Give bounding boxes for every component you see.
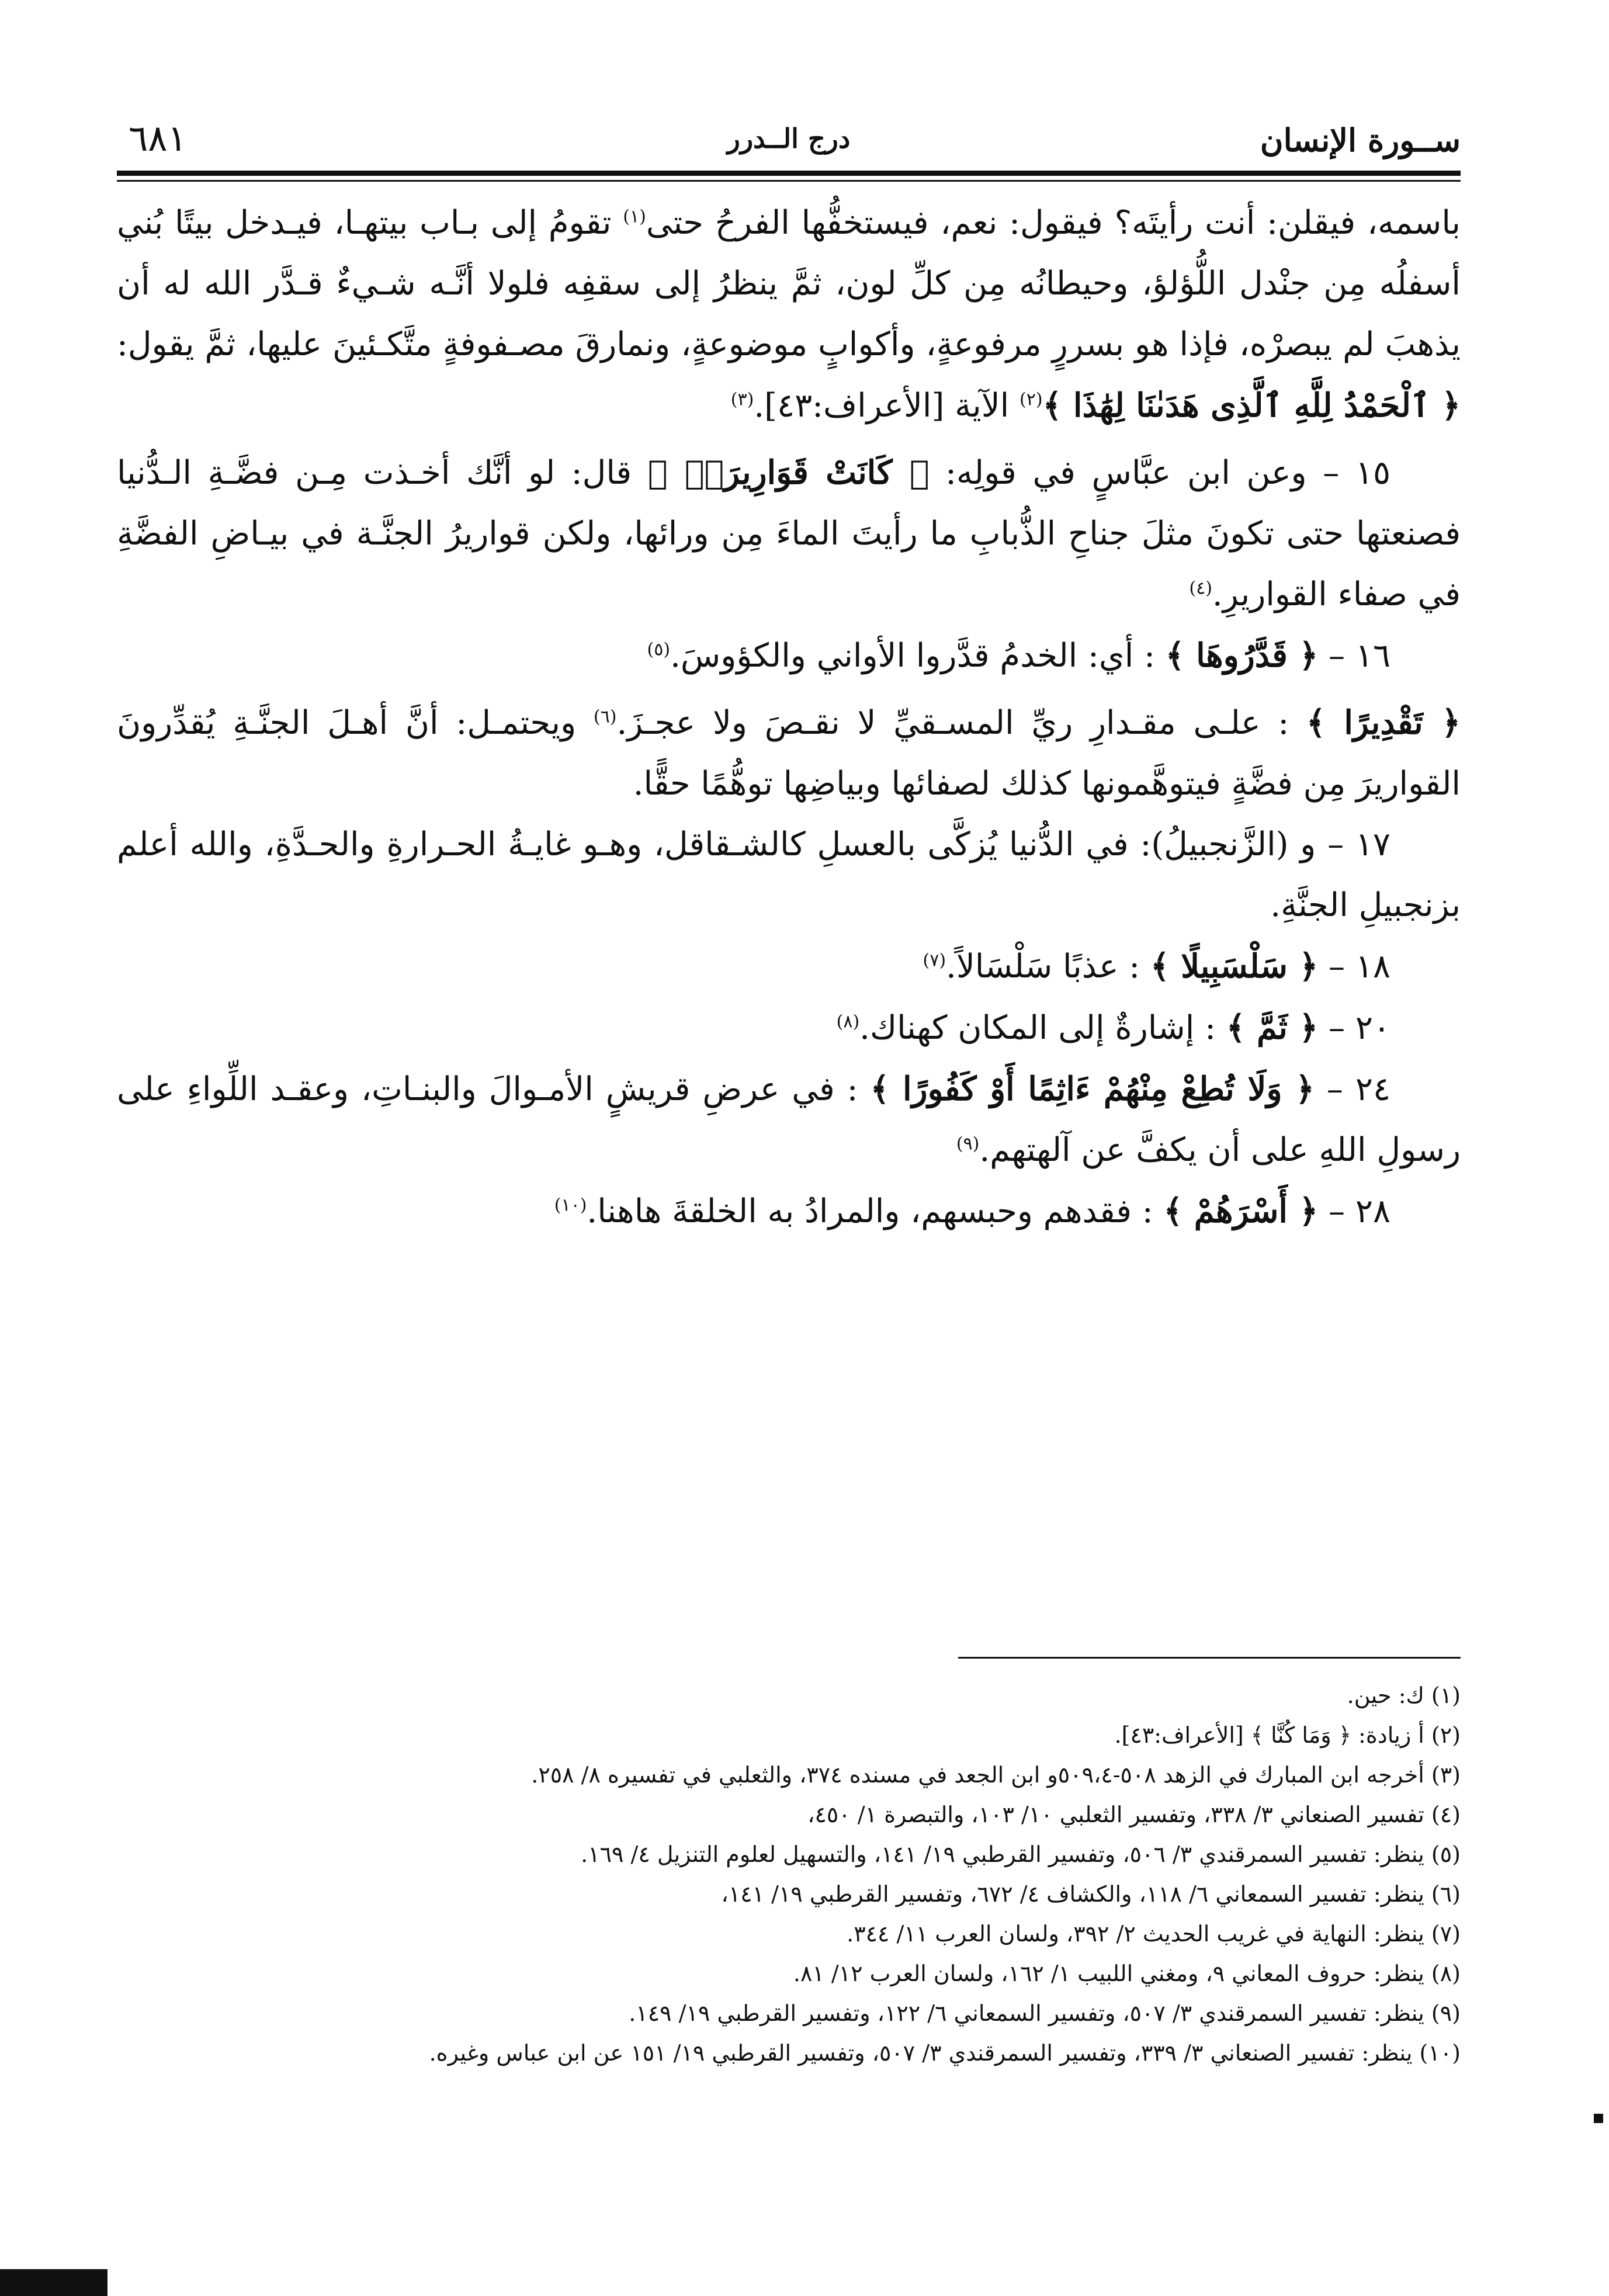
- footnote-5: (٥) ينظر: تفسير السمرقندي ٣/ ٥٠٦، وتفسير القرطبي ١٩/ ١٤١، والتسهيل لعلوم التنزيل ٤/ ١٦٩.: [581, 1841, 1461, 1867]
- text-run: ١٦ –: [1318, 637, 1390, 675]
- footnote-ref[interactable]: (٨): [836, 1011, 860, 1032]
- text-run: باسمه، فيقلن: أنت رأيتَه؟ فيقول: نعم، فيستخفُّها الفرحُ حتى: [646, 204, 1461, 242]
- text-run: : عذبًا سَلْسَالاً.: [946, 948, 1150, 986]
- running-header: [117, 117, 1461, 169]
- text-run: ويحتمـل: أنَّ أهـلَ الجنَّـةِ يُقدِّرونَ القواريرَ مِن فضَّةٍ فيتوهَّمونها كذلك لصفائها وبياضِها توهُّمًا حقًّا.: [117, 704, 1461, 803]
- scan-corner-block: [0, 2269, 108, 2296]
- quran-verse: ﴿ قَدَّرُوهَا ﴾: [1165, 636, 1319, 675]
- paragraph-taqdir: [117, 692, 1461, 814]
- footnote-3: (٣) أخرجه ابن المبارك في الزهد ٥٠٨-٥٠٩،٤و ابن الجعد في مسنده ٣٧٤، والثعلبي في تفسيره ٨/ ٢٥٨.: [531, 1762, 1461, 1788]
- text-run: ٢٨ –: [1318, 1192, 1390, 1230]
- footnote-ref[interactable]: (٥): [647, 639, 671, 660]
- quran-verse: ﴿ أَسْرَهُمْ ﴾: [1163, 1192, 1319, 1230]
- footnote-ref[interactable]: (١٠): [554, 1195, 587, 1216]
- footnote-2: (٢) أ زيادة: ﴿ وَمَا كُنَّا ﴾ [الأعراف:٤٣].: [1114, 1722, 1461, 1748]
- quran-verse: ﴿ ثَمَّ ﴾: [1226, 1008, 1319, 1047]
- paragraph-16: [117, 625, 1461, 686]
- footnote-10: (١٠) ينظر: تفسير الصنعاني ٣/ ٣٣٩، وتفسير السمرقندي ٣/ ٥٠٧، وتفسير القرطبي ١٩/ ١٥١ عن ابن عباس وغيره.: [429, 2040, 1461, 2066]
- footnotes: [117, 1676, 1461, 2073]
- quran-verse: ﴿ سَلْسَبِيلًا ﴾: [1150, 947, 1319, 986]
- footnote-8: (٨) ينظر: حروف المعاني ٩، ومغني اللبيب ١/ ١٦٢، ولسان العرب ١٢/ ٨١.: [793, 1961, 1461, 1986]
- paragraph-1: [117, 193, 1461, 436]
- footnote-separator: [958, 1657, 1461, 1659]
- footnote-4: (٤) تفسير الصنعاني ٣/ ٣٣٨، وتفسير الثعلبي ١٠/ ١٠٣، والتبصرة ١/ ٤٥٠،: [807, 1802, 1461, 1827]
- paragraph-20: [117, 997, 1461, 1059]
- footnote-7: (٧) ينظر: النهاية في غريب الحديث ٢/ ٣٩٢، ولسان العرب ١١/ ٣٤٤.: [847, 1921, 1461, 1947]
- text-run: تقومُ إلى بـاب بيتهـا، فيـدخل بيتًا بُني أسفلُه مِن جنْدل اللُّؤلؤ، وحيطانُه مِن كلِّ لون، ثمَّ ينظرُ إلى سقفِه فلولا أنَّـه شـيءٌ قـدَّر الله له أن يذهبَ لم يبصرْه، فإذا هو بسررٍ مرفوعةٍ، وأكوابٍ موضوعةٍ، ونمارقَ مصـفوفةٍ متَّكـئينَ عليها، ثمَّ يقول:: [117, 204, 1461, 363]
- page-number: ٦٨١: [129, 117, 187, 159]
- footnote-1: (١) ك: حين.: [1347, 1683, 1461, 1708]
- text-run: الآية [الأعراف:٤٣].: [754, 387, 1020, 425]
- footnote-6: (٦) ينظر: تفسير السمعاني ٦/ ١١٨، والكشاف ٤/ ٦٧٢، وتفسير القرطبي ١٩/ ١٤١،: [721, 1881, 1461, 1907]
- paragraph-24: [117, 1059, 1461, 1181]
- text-run: ٢٤ –: [1314, 1070, 1391, 1108]
- footnote-9: (٩) ينظر: تفسير السمرقندي ٣/ ٥٠٧، وتفسير السمعاني ٦/ ١٢٢، وتفسير القرطبي ١٩/ ١٤٩.: [629, 2000, 1461, 2026]
- header-rule-thin: [117, 180, 1461, 182]
- paragraph-18: [117, 936, 1461, 997]
- margin-mark: [1594, 2114, 1603, 2123]
- footnote-ref[interactable]: (٦): [593, 706, 617, 727]
- footnote-ref[interactable]: (٤): [1189, 578, 1212, 599]
- footnote-ref[interactable]: (٣): [730, 389, 754, 410]
- book-title: درج الــدرر: [727, 123, 851, 154]
- quran-verse: ﴿ ٱلْحَمْدُ لِلَّهِ ٱلَّذِى هَدَىٰنَا لِهَٰذَا ﴾: [1042, 386, 1461, 425]
- text-run: : إشارةٌ إلى المكان كهناك.: [859, 1009, 1226, 1047]
- surah-title: ســورة الإنسان: [1260, 122, 1461, 159]
- paragraph-17: [117, 814, 1461, 936]
- text-run: : علـى مقـدارِ ريِّ المسـقيِّ لا نقـصَ ولا عجـزَ.: [616, 704, 1307, 742]
- text-run: : في عرضِ قريشٍ الأمـوالَ والبنـاتِ، وعقـد اللِّواءِ على رسولِ اللهِ على أن يكفَّ عن آلهتهم.: [117, 1070, 1461, 1169]
- quran-verse: ﴿ تَقْدِيرًا ﴾: [1306, 703, 1461, 742]
- main-text: [117, 193, 1461, 1242]
- header-rule-thick: [117, 171, 1461, 176]
- footnote-ref[interactable]: (٧): [923, 950, 946, 971]
- text-run: ٢٠ –: [1318, 1009, 1390, 1047]
- text-run: قال: لو أنَّك أخـذت مِـن فضَّـةِ الـدُّنيا فصنعتها حتى تكونَ مثلَ جناحِ الذُّبابِ ما رأيتَ الماءَ مِن ورائها، ولكن قواريرُ الجنَّـة في بيـاضِ الفضَّةِ في صفاء القواريرِ.: [117, 454, 1461, 613]
- quran-verse: ﴿ كَانَتْ قَوَارِيرَا۠ ﴾: [647, 453, 930, 492]
- paragraph-15: [117, 442, 1461, 625]
- footnote-ref[interactable]: (٢): [1020, 389, 1043, 410]
- text-run: ١٥ – وعن ابن عبَّاسٍ في قولِه:: [929, 454, 1391, 492]
- text-run: : فقدهم وحبسهم، والمرادُ به الخلقةَ هاهنا.: [587, 1192, 1164, 1230]
- footnote-ref[interactable]: (١): [623, 206, 646, 227]
- footnote-ref[interactable]: (٩): [956, 1133, 980, 1154]
- text-run: : أي: الخدمُ قدَّروا الأواني والكؤوسَ.: [670, 637, 1166, 675]
- text-run: ١٨ –: [1318, 948, 1390, 986]
- quran-verse: ﴿ وَلَا تُطِعْ مِنْهُمْ ءَاثِمًا أَوْ كَفُورًا ﴾: [870, 1070, 1315, 1108]
- paragraph-28: [117, 1181, 1461, 1242]
- text-run: ١٧ – و (الزَّنجبيلُ): في الدُّنيا يُزكَّى بالعسلِ كالشـقاقل، وهـو غايـةُ الحـرارةِ والحـدَّةِ، والله أعلم بزنجبيلِ الجنَّةِ.: [117, 826, 1461, 924]
